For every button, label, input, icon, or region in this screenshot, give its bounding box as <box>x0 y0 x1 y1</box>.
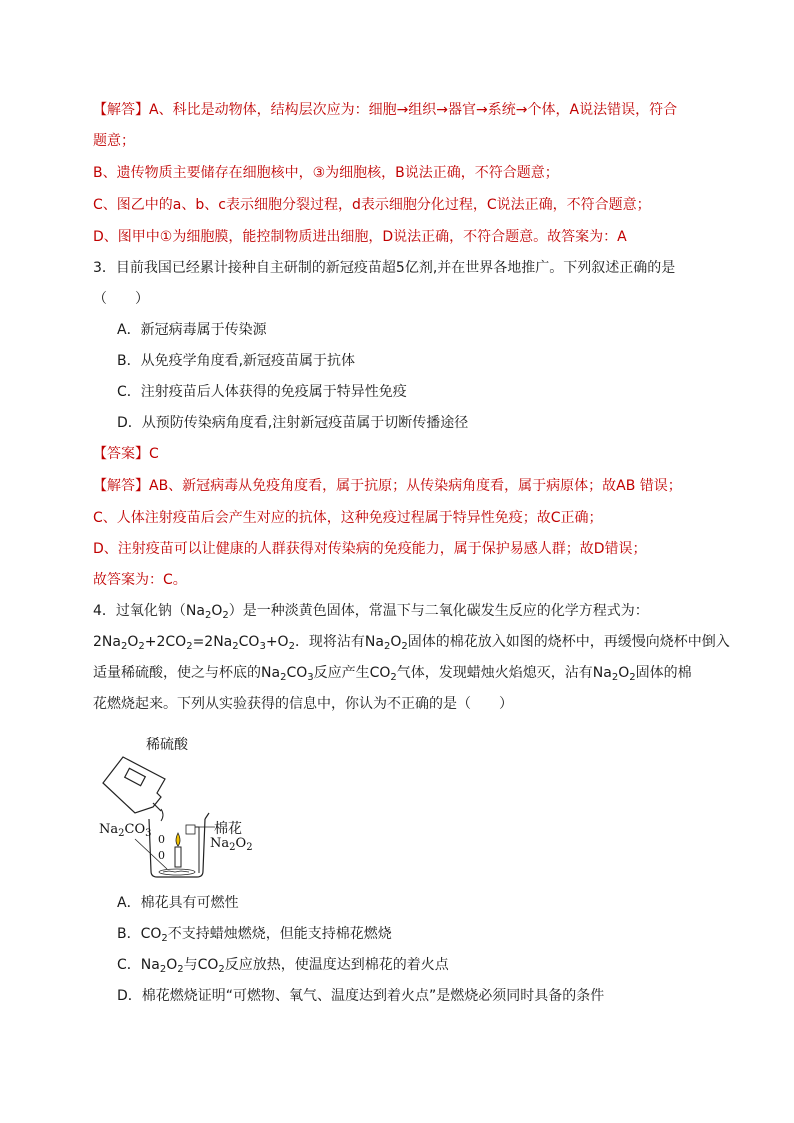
bubble-mark-2: 0 <box>158 849 165 862</box>
na2o2-label: $Na_2O_2$ <box>210 836 253 853</box>
question-3-analysis-1: 【解答】AB、新冠病毒从免疫角度看，属于抗原；从传染病角度看，属于病原体；故AB 错误； <box>93 478 682 494</box>
bubble-mark-1: 0 <box>158 833 165 846</box>
acid-label: 稀硫酸 <box>146 737 188 753</box>
question-3-analysis-3: D、注射疫苗可以让健康的人群获得对传染病的免疫能力，属于保护易感人群；故D错误； <box>93 541 647 557</box>
analysis-line-4: C、图乙中的a、b、c表示细胞分裂过程，d表示细胞分化过程，C说法正确，不符合题意； <box>93 197 651 213</box>
na2co3-label: $Na_2CO_3$ <box>99 822 152 839</box>
question-4-line-2: $2Na_2O_2+2CO_2=2Na_2CO_3+O_2$．现将沾有$Na_2O_2$固体的棉花放入如图的烧杯中，再缓慢向烧杯中倒入 <box>93 634 730 652</box>
question-3-stem: 3．目前我国已经累计接种自主研制的新冠疫苗超5亿剂,并在世界各地推广。下列叙述正确的是 <box>93 260 676 276</box>
cotton <box>186 825 195 834</box>
na2co3-layer <box>159 869 195 875</box>
question-3-option-b: B．从免疫学角度看,新冠疫苗属于抗体 <box>117 353 356 369</box>
question-3-analysis-4: 故答案为：C。 <box>93 572 187 588</box>
question-4-line-4: 花燃烧起来。下列从实验获得的信息中，你认为不正确的是（ ） <box>93 696 513 712</box>
question-4-option-d: D．棉花燃烧证明“可燃物、氧气、温度达到着火点”是燃烧必须同时具备的条件 <box>117 988 605 1004</box>
question-4-option-c: C．$Na_2O_2$与$CO_2$反应放热，使温度达到棉花的着火点 <box>117 957 449 975</box>
cotton-label: 棉花 <box>214 821 242 837</box>
question-3-option-c: C．注射疫苗后人体获得的免疫属于特异性免疫 <box>117 384 407 400</box>
question-4-line-3: 适量稀硫酸，使之与杯底的$Na_2CO_3$反应产生$CO_2$气体，发现蜡烛火焰熄灭，沾有$Na_2O_2$固体的棉 <box>93 665 692 683</box>
analysis-line-1: 【解答】A、科比是动物体，结构层次应为：细胞→组织→器官→系统→个体，A说法错误，符合 <box>93 102 678 118</box>
analysis-line-5: D、图甲中①为细胞膜，能控制物质进出细胞，D说法正确，不符合题意。故答案为：A <box>93 229 627 245</box>
question-3-option-a: A．新冠病毒属于传染源 <box>117 322 267 338</box>
acid-drip <box>161 809 163 821</box>
analysis-line-3: B、遗传物质主要储存在细胞核中，③为细胞核，B说法正确，不符合题意； <box>93 165 559 181</box>
question-3-option-d: D．从预防传染病角度看,注射新冠疫苗属于切断传播途径 <box>117 415 469 431</box>
question-4-line-1: 4．过氧化钠$(Na_2O_2)$是一种淡黄色固体，常温下与二氧化碳发生反应的化学方程式为： <box>93 603 649 621</box>
experiment-figure <box>95 735 275 880</box>
question-4-option-b: B．$CO_2$不支持蜡烛燃烧，但能支持棉花燃烧 <box>117 926 392 944</box>
question-3-analysis-2: C、人体注射疫苗后会产生对应的抗体，这种免疫过程属于特异性免疫；故C正确； <box>93 510 603 526</box>
question-3-answer: 【答案】C <box>93 446 159 462</box>
acid-bottle <box>103 757 165 813</box>
candle <box>175 833 181 867</box>
question-4-option-a: A．棉花具有可燃性 <box>117 895 239 911</box>
question-3-paren: （ ） <box>93 291 149 307</box>
analysis-line-2: 题意； <box>93 133 135 149</box>
